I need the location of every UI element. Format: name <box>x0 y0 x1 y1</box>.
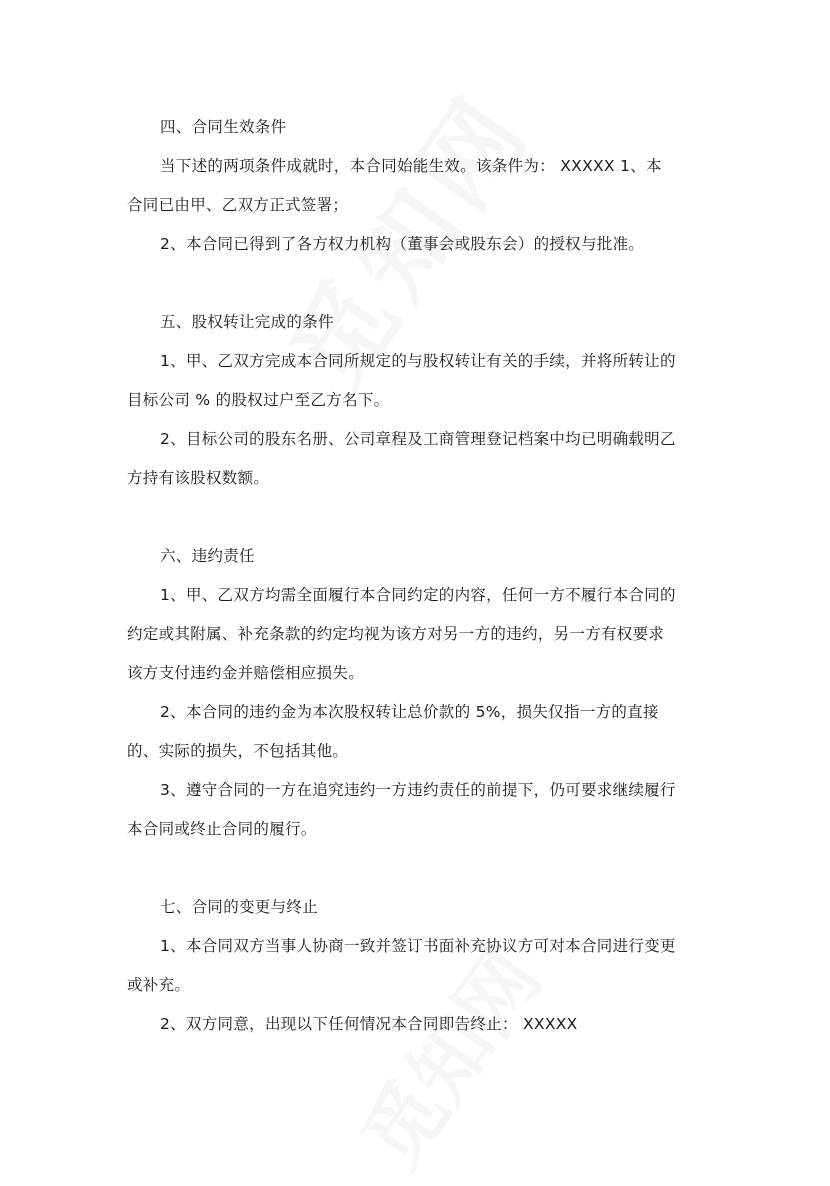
section-heading: 六、违约责任 <box>160 547 255 565</box>
paragraph-line: 3、遵守合同的一方在追究违约一方违约责任的前提下，仍可要求继续履行 <box>160 781 676 799</box>
section-heading: 四、合同生效条件 <box>160 118 287 136</box>
paragraph-line: 当下述的两项条件成就时，本合同始能生效。该条件为： XXXXX 1、本 <box>160 157 662 175</box>
paragraph-line: 或补充。 <box>127 976 191 994</box>
paragraph-line: 合同已由甲、乙双方正式签署； <box>127 196 349 214</box>
paragraph-line: 的、实际的损失，不包括其他。 <box>127 742 349 760</box>
section-heading: 七、合同的变更与终止 <box>160 898 319 916</box>
paragraph-line: 约定或其附属、补充条款的约定均视为该方对另一方的违约，另一方有权要求 <box>127 625 665 643</box>
section-heading: 五、股权转让完成的条件 <box>160 313 334 331</box>
paragraph-line: 2、目标公司的股东名册、公司章程及工商管理登记档案中均已明确载明乙 <box>160 430 676 448</box>
paragraph-line: 本合同或终止合同的履行。 <box>127 820 317 838</box>
paragraph-line: 2、本合同已得到了各方权力机构（董事会或股东会）的授权与批准。 <box>160 235 645 253</box>
paragraph-line: 目标公司 % 的股权过户至乙方名下。 <box>127 391 390 409</box>
paragraph-line: 1、本合同双方当事人协商一致并签订书面补充协议方可对本合同进行变更 <box>160 937 676 955</box>
watermark <box>330 923 562 1186</box>
paragraph-line: 2、本合同的违约金为本次股权转让总价款的 5%，损失仅指一方的直接 <box>160 703 659 721</box>
paragraph-line: 该方支付违约金并赔偿相应损失。 <box>127 664 365 682</box>
paragraph-line: 方持有该股权数额。 <box>127 469 270 487</box>
paragraph-line: 1、甲、乙双方完成本合同所规定的与股权转让有关的手续，并将所转让的 <box>160 352 676 370</box>
paragraph-line: 1、甲、乙双方均需全面履行本合同约定的内容，任何一方不履行本合同的 <box>160 586 676 604</box>
paragraph-line: 2、双方同意，出现以下任何情况本合同即告终止： XXXXX <box>160 1015 578 1033</box>
